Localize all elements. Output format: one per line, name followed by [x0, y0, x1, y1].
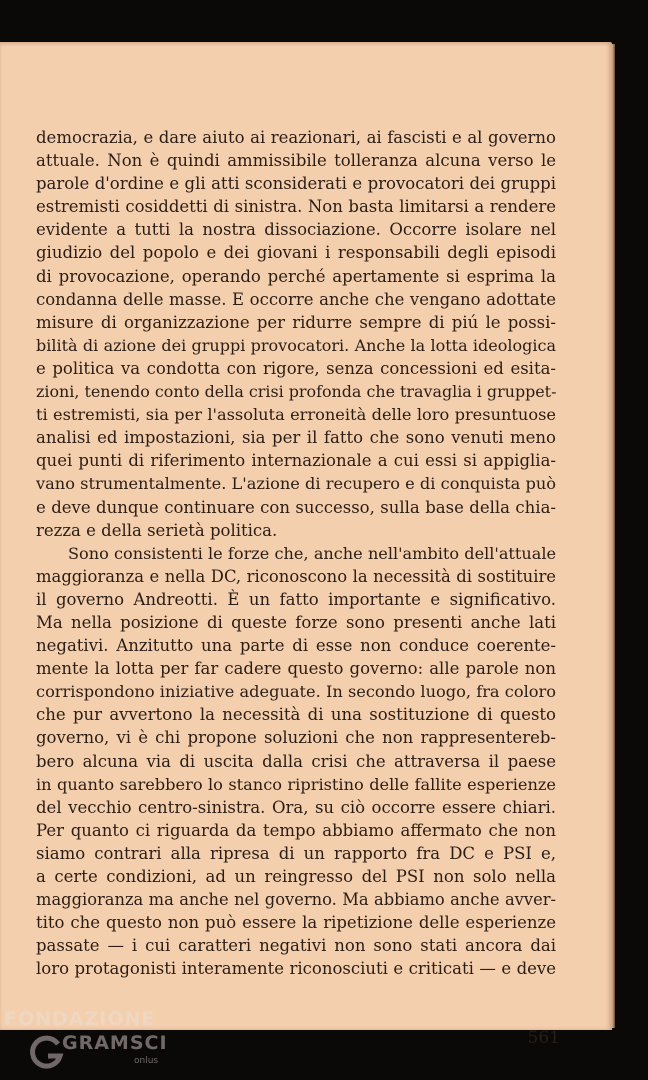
- text-line: vano strumentalmente. L'azione di recupero e di conquista può: [36, 474, 556, 494]
- text-line: parole d'ordine e gli atti sconsiderati e provocatori dei gruppi: [36, 174, 556, 194]
- text-line: estremisti cosiddetti di sinistra. Non basta limitarsi a rendere: [36, 197, 556, 217]
- text-line: governo, vi è chi propone soluzioni che non rappresentereb-: [36, 728, 556, 748]
- text-line: tito che questo non può essere la ripetizione delle esperienze: [36, 913, 556, 933]
- paragraph: [36, 542, 556, 981]
- text-line: e politica va condotta con rigore, senza concessioni ed esita-: [36, 358, 556, 378]
- text-line: mente la lotta per far cadere questo governo: alle parole non: [36, 659, 556, 679]
- text-line: negativi. Anzitutto una parte di esse non conduce coerente-: [36, 636, 556, 656]
- text-line: corrispondono iniziative adeguate. In secondo luogo, fra coloro: [36, 682, 556, 702]
- text-line: che pur avvertono la necessità di una sostituzione di questo: [36, 705, 556, 725]
- text-line: bero alcuna via di uscita dalla crisi che attraversa il paese: [36, 751, 556, 771]
- text-line: maggioranza ma anche nel governo. Ma abbiamo anche avver-: [36, 890, 556, 910]
- text-line: democrazia, e dare aiuto ai reazionari, ai fascisti e al governo: [36, 128, 556, 147]
- text-line: passate — i cui caratteri negativi non sono stati ancora dai: [36, 936, 556, 956]
- text-line: il governo Andreotti. È un fatto importante e significativo.: [36, 589, 556, 609]
- text-line: Per quanto ci riguarda da tempo abbiamo affermato che non: [36, 820, 556, 840]
- text-line: in quanto sarebbero lo stanco ripristino delle fallite esperienze: [36, 774, 556, 794]
- text-line: bilità di azione dei gruppi provocatori. Anche la lotta ideologica: [36, 335, 556, 355]
- text-line: del vecchio centro-sinistra. Ora, su ciò occorre essere chiari.: [36, 797, 556, 817]
- text-line: maggioranza e nella DC, riconoscono la necessità di sostituire: [36, 566, 556, 586]
- page-edge: [612, 44, 615, 1028]
- text-line: analisi ed impostazioni, sia per il fatto che sono venuti meno: [36, 428, 556, 448]
- text-line: rezza e della serietà politica.: [36, 520, 278, 540]
- text-line: Ma nella posizione di queste forze sono presenti anche lati: [36, 612, 556, 632]
- text-line: Sono consistenti le forze che, anche nell'ambito dell'attuale: [68, 543, 556, 563]
- text-line: condanna delle masse. E occorre anche che vengano adottate: [36, 289, 556, 309]
- text-line: e deve dunque continuare con successo, sulla base della chia-: [36, 497, 556, 517]
- watermark-g-logo-icon: [26, 1032, 66, 1072]
- text-line: a certe condizioni, ad un reingresso del PSI non solo nella: [36, 867, 556, 886]
- text-line: giudizio del popolo e dei giovani i responsabili degli episodi: [36, 243, 556, 263]
- text-line: ti estremisti, sia per l'assoluta erroneità delle loro presuntuose: [36, 405, 556, 425]
- watermark-line2: GRAMSCI: [62, 1032, 168, 1054]
- page-number: 561: [527, 1028, 560, 1048]
- watermark-line3: onlus: [134, 1056, 159, 1066]
- text-line: zioni, tenendo conto della crisi profonda che travaglia i gruppet-: [36, 382, 556, 402]
- text-line: siamo contrari alla ripresa di un rapporto fra DC e PSI e,: [36, 843, 556, 863]
- text-line: quei punti di riferimento internazionale a cui essi si appiglia-: [36, 451, 556, 471]
- watermark-line1: FONDAZIONE: [4, 1008, 156, 1030]
- text-line: attuale. Non è quindi ammissibile tolleranza alcuna verso le: [36, 151, 556, 171]
- text-line: misure di organizzazione per ridurre sempre di piú le possi-: [36, 312, 556, 332]
- watermark: [4, 1008, 204, 1074]
- text-line: loro protagonisti interamente riconosciuti e criticati — e deve: [36, 959, 556, 979]
- text-line: evidente a tutti la nostra dissociazione. Occorre isolare nel: [36, 220, 556, 240]
- text-line: di provocazione, operando perché apertamente si esprima la: [36, 266, 556, 286]
- body-text: [36, 126, 556, 980]
- paragraph: [36, 126, 556, 542]
